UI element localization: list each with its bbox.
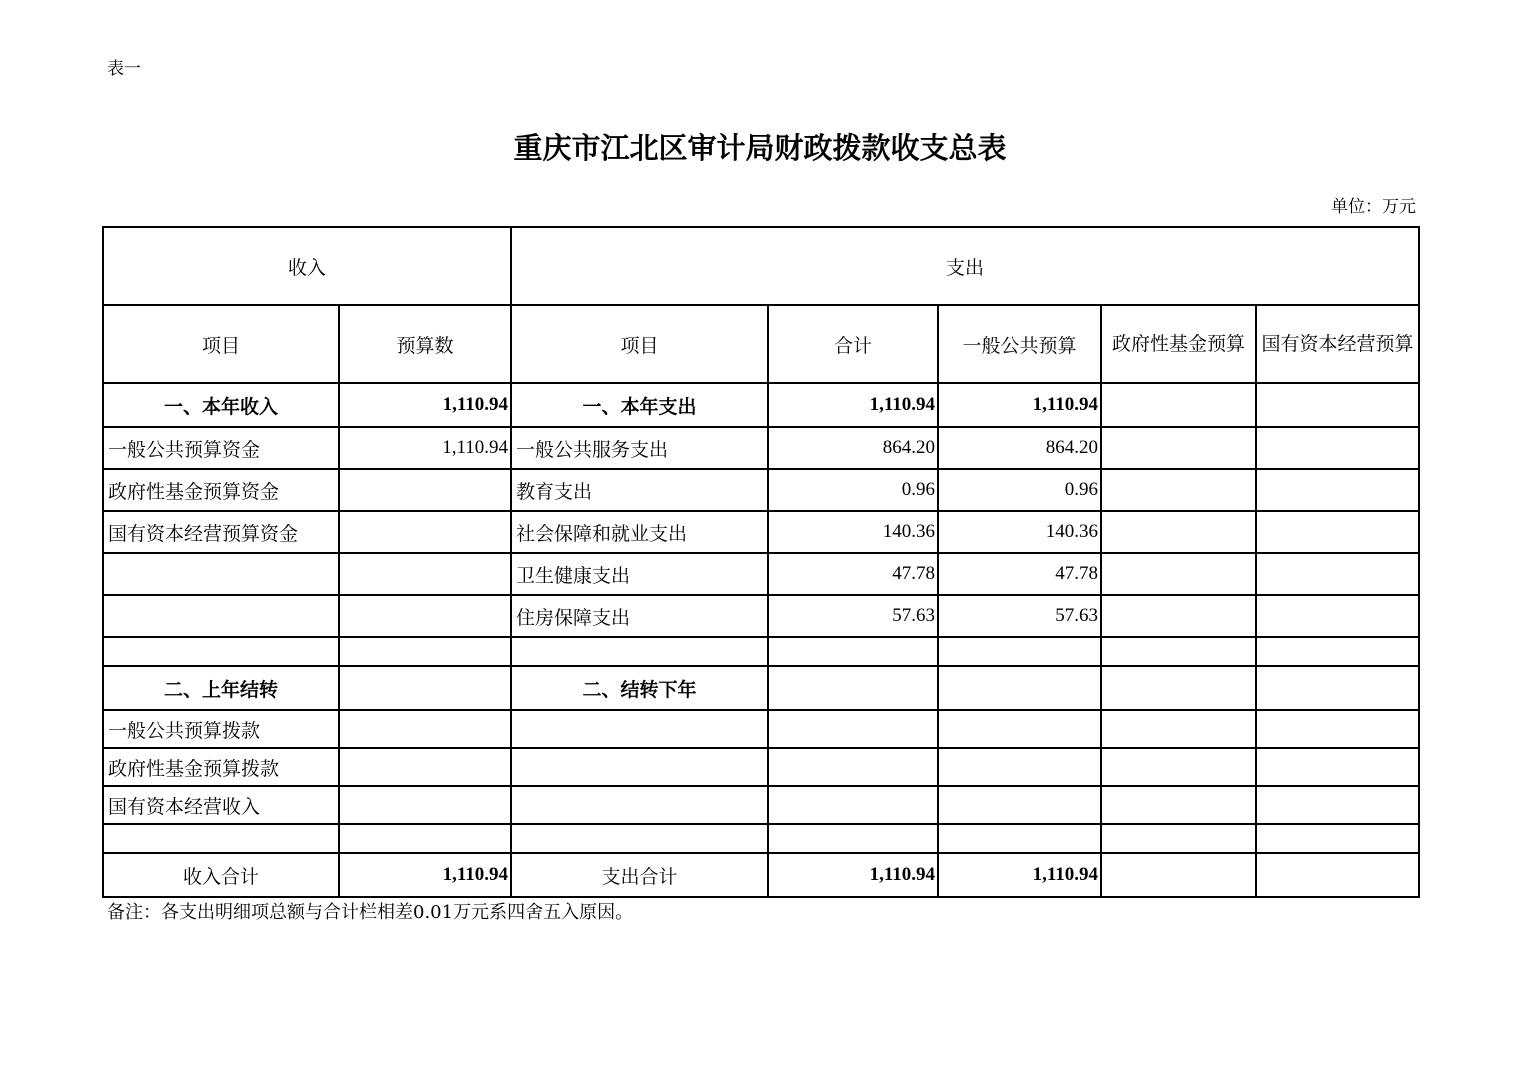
expense-total-label: 支出合计 (511, 853, 768, 897)
table-row (103, 637, 1419, 666)
expense-general (938, 748, 1101, 786)
expense-state-capital (1256, 824, 1419, 853)
income-amount (339, 511, 511, 553)
header-row-group (103, 227, 1419, 305)
expense-item (511, 748, 768, 786)
income-item: 一、本年收入 (103, 383, 339, 427)
expense-state-capital (1256, 511, 1419, 553)
col-general-budget: 一般公共预算 (938, 305, 1101, 383)
table-row (103, 511, 1419, 553)
expense-state-capital (1256, 469, 1419, 511)
expense-total (768, 710, 938, 748)
expense-item: 住房保障支出 (511, 595, 768, 637)
expense-state-capital (1256, 637, 1419, 666)
expense-general: 864.20 (938, 427, 1101, 469)
expense-state-capital (1256, 553, 1419, 595)
expense-total: 1,110.94 (768, 383, 938, 427)
expense-general: 57.63 (938, 595, 1101, 637)
expense-state-capital (1256, 786, 1419, 824)
expense-total-general: 1,110.94 (938, 853, 1101, 897)
expense-total (768, 666, 938, 710)
income-item: 二、上年结转 (103, 666, 339, 710)
income-item (103, 553, 339, 595)
expense-general: 47.78 (938, 553, 1101, 595)
expense-state-capital (1256, 383, 1419, 427)
footnote: 备注：各支出明细项总额与合计栏相差0.01万元系四舍五入原因。 (107, 902, 634, 923)
expense-total-amount: 1,110.94 (768, 853, 938, 897)
expense-item: 一、本年支出 (511, 383, 768, 427)
expense-general (938, 824, 1101, 853)
expense-total (768, 786, 938, 824)
expense-gov-fund (1101, 383, 1256, 427)
expense-item: 一般公共服务支出 (511, 427, 768, 469)
expense-item (511, 637, 768, 666)
expense-gov-fund (1101, 748, 1256, 786)
expense-gov-fund (1101, 427, 1256, 469)
income-item (103, 824, 339, 853)
expense-total (768, 637, 938, 666)
income-amount (339, 637, 511, 666)
income-total-amount: 1,110.94 (339, 853, 511, 897)
income-amount (339, 748, 511, 786)
expense-gov-fund (1101, 824, 1256, 853)
expense-total: 57.63 (768, 595, 938, 637)
expense-general (938, 637, 1101, 666)
table-row (103, 553, 1419, 595)
expense-gov-fund (1101, 469, 1256, 511)
expense-gov-fund (1101, 786, 1256, 824)
expense-total: 864.20 (768, 427, 938, 469)
table-row (103, 786, 1419, 824)
col-gov-fund-budget: 政府性基金预算 (1101, 305, 1256, 383)
expense-gov-fund (1101, 637, 1256, 666)
expense-gov-fund (1101, 511, 1256, 553)
income-amount (339, 786, 511, 824)
expense-state-capital (1256, 427, 1419, 469)
expense-item: 卫生健康支出 (511, 553, 768, 595)
income-item (103, 595, 339, 637)
expense-general: 0.96 (938, 469, 1101, 511)
table-row (103, 469, 1419, 511)
expense-item: 教育支出 (511, 469, 768, 511)
income-item: 一般公共预算拨款 (103, 710, 339, 748)
table-row (103, 748, 1419, 786)
table-row (103, 824, 1419, 853)
expense-total (768, 748, 938, 786)
page-title: 重庆市江北区审计局财政拨款收支总表 (513, 131, 1007, 165)
table-row (103, 710, 1419, 748)
income-item: 政府性基金预算资金 (103, 469, 339, 511)
income-total-label: 收入合计 (103, 853, 339, 897)
income-amount (339, 469, 511, 511)
col-total: 合计 (768, 305, 938, 383)
unit-label: 单位：万元 (1331, 197, 1416, 217)
table-row (103, 427, 1419, 469)
income-amount (339, 666, 511, 710)
income-item (103, 637, 339, 666)
expense-total: 0.96 (768, 469, 938, 511)
expense-item (511, 824, 768, 853)
income-amount (339, 710, 511, 748)
expense-item: 社会保障和就业支出 (511, 511, 768, 553)
income-amount: 1,110.94 (339, 383, 511, 427)
income-item: 一般公共预算资金 (103, 427, 339, 469)
expense-gov-fund (1101, 710, 1256, 748)
expense-total-state-capital (1256, 853, 1419, 897)
expense-total: 140.36 (768, 511, 938, 553)
budget-table (102, 226, 1420, 898)
table-row (103, 666, 1419, 710)
expense-general: 1,110.94 (938, 383, 1101, 427)
expense-general: 140.36 (938, 511, 1101, 553)
income-amount (339, 824, 511, 853)
header-row-columns (103, 305, 1419, 383)
expense-general (938, 666, 1101, 710)
expense-total: 47.78 (768, 553, 938, 595)
expense-total-gov-fund (1101, 853, 1256, 897)
expense-total (768, 824, 938, 853)
expense-state-capital (1256, 666, 1419, 710)
expense-item: 二、结转下年 (511, 666, 768, 710)
table-label: 表一 (107, 59, 141, 79)
income-amount: 1,110.94 (339, 427, 511, 469)
income-amount (339, 595, 511, 637)
expense-gov-fund (1101, 553, 1256, 595)
income-item: 国有资本经营收入 (103, 786, 339, 824)
col-expense-item: 项目 (511, 305, 768, 383)
expense-gov-fund (1101, 666, 1256, 710)
income-item: 国有资本经营预算资金 (103, 511, 339, 553)
col-state-capital-budget: 国有资本经营预算 (1256, 305, 1419, 383)
expense-header: 支出 (511, 227, 1419, 305)
income-item: 政府性基金预算拨款 (103, 748, 339, 786)
expense-item (511, 786, 768, 824)
expense-state-capital (1256, 748, 1419, 786)
expense-general (938, 710, 1101, 748)
income-header: 收入 (103, 227, 511, 305)
table-row (103, 595, 1419, 637)
table-row (103, 383, 1419, 427)
expense-gov-fund (1101, 595, 1256, 637)
expense-state-capital (1256, 595, 1419, 637)
expense-state-capital (1256, 710, 1419, 748)
col-income-item: 项目 (103, 305, 339, 383)
expense-item (511, 710, 768, 748)
total-row (103, 853, 1419, 897)
income-amount (339, 553, 511, 595)
col-income-budget: 预算数 (339, 305, 511, 383)
expense-general (938, 786, 1101, 824)
